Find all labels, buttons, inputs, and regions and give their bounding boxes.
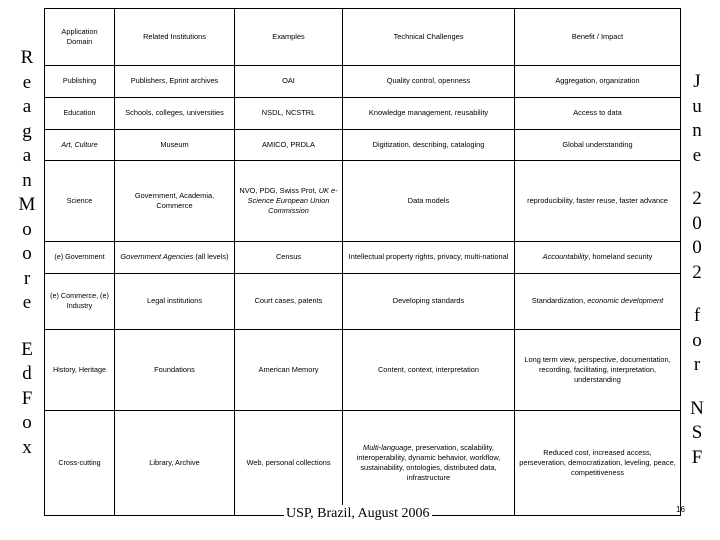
table-row [45,410,681,515]
benefit-text: , homeland security [588,252,653,262]
cell-examples: Census [235,242,343,274]
benefit-text: Standardization, [531,296,588,306]
cell-domain: (e) Commerce, (e) Industry [45,273,115,329]
letter: 2 [692,188,702,209]
challenges-text: , preservation, scalability, interoperability, dynamic behavior, workflow, sustainability, ontologies, distributed data, infrastructure [356,442,501,482]
letter: g [22,120,32,142]
cell-examples: NSDL, NCSTRL [235,97,343,129]
cell-institutions: Publishers, Eprint archives [115,66,235,98]
examples-text: NVO, PDG, Swiss Prot, [239,186,317,196]
letter: o [22,243,32,264]
header-examples: Examples [235,9,343,66]
cell-benefit [515,273,681,329]
cell-challenges: Developing standards [343,273,515,329]
cell-examples: Web, personal collections [235,410,343,515]
header-technical-challenges: Technical Challenges [343,9,515,66]
letter: M [18,194,36,215]
cell-benefit: Access to data [515,97,681,129]
table-row [45,129,681,161]
cell-examples: OAI [235,66,343,98]
letter: a [22,145,32,166]
cell-benefit: Long term view, perspective, documentation, recording, facilitating, interpretation, understanding [515,330,681,411]
letter: e [22,71,32,93]
benefit-text-italic: economic development [587,296,664,306]
header-benefit-impact: Benefit / Impact [515,9,681,66]
letter: F [21,387,33,409]
cell-domain: Science [45,161,115,242]
cell-institutions: Government, Academia, Commerce [115,161,235,242]
letter: e [22,292,32,313]
letter: J [693,71,701,92]
letter: 0 [692,212,702,234]
cell-challenges: Digitization, describing, cataloging [343,129,515,161]
letter: x [22,436,32,458]
institutions-text-italic: Government Agencies [120,252,194,262]
side-text-left [15,46,39,460]
letter: o [22,218,32,240]
letter: o [692,329,702,351]
cell-domain: (e) Government [45,242,115,274]
table-header-row [45,9,681,66]
letter: u [692,95,702,117]
table-row [45,97,681,129]
letter: 0 [692,237,702,258]
cell-institutions: Museum [115,129,235,161]
cell-examples: American Memory [235,330,343,411]
benefit-text-italic: Accountability [542,252,589,262]
examples-text-italic: UK e-Science European Union Commission [247,186,338,216]
header-related-institutions: Related Institutions [115,9,235,66]
letter: o [22,412,32,433]
cell-challenges: Data models [343,161,515,242]
letter: F [691,446,703,468]
letter: E [21,338,33,360]
cell-challenges: Quality control, openness [343,66,515,98]
side-text-right [682,70,712,470]
cell-domain: History, Heritage [45,330,115,411]
cell-examples: AMICO, PRDLA [235,129,343,161]
cell-institutions [115,242,235,274]
header-application-domain: Application Domain [45,9,115,66]
letter: N [690,397,704,419]
letter: r [693,354,701,375]
cell-benefit: reproducibility, faster reuse, faster advance [515,161,681,242]
cell-benefit [515,242,681,274]
cell-challenges: Knowledge management, reusability [343,97,515,129]
letter: n [22,169,32,191]
table-row [45,161,681,242]
letter: n [692,120,702,141]
applications-table [44,8,681,516]
letter: d [22,363,32,384]
letter: f [693,305,701,326]
table-row [45,242,681,274]
table-row [45,273,681,329]
cell-benefit: Reduced cost, increased access, perseveration, democratization, leveling, peace, competitiveness [515,410,681,515]
table-row [45,330,681,411]
cell-examples: Court cases, patents [235,273,343,329]
cell-challenges [343,410,515,515]
cell-domain: Cross-cutting [45,410,115,515]
challenges-text-italic: Multi-language [363,442,412,452]
cell-institutions: Schools, colleges, universities [115,97,235,129]
cell-examples [235,161,343,242]
institutions-text: (all levels) [193,252,229,262]
letter: e [692,144,702,166]
cell-domain: Art, Culture [45,129,115,161]
cell-benefit: Aggregation, organization [515,66,681,98]
slide-footer: USP, Brazil, August 2006 [286,506,430,521]
cell-domain: Publishing [45,66,115,98]
cell-challenges: Content, context, interpretation [343,330,515,411]
page-number: 16 [676,505,685,514]
cell-benefit: Global understanding [515,129,681,161]
letter: r [23,267,31,289]
letter: 2 [692,261,702,283]
cell-domain: Education [45,97,115,129]
letter: S [691,422,703,443]
letter: R [20,47,34,68]
cell-challenges: Intellectual property rights, privacy, multi-national [343,242,515,274]
cell-institutions: Library, Archive [115,410,235,515]
letter: a [22,96,32,117]
table-row [45,66,681,98]
cell-institutions: Legal institutions [115,273,235,329]
cell-institutions: Foundations [115,330,235,411]
